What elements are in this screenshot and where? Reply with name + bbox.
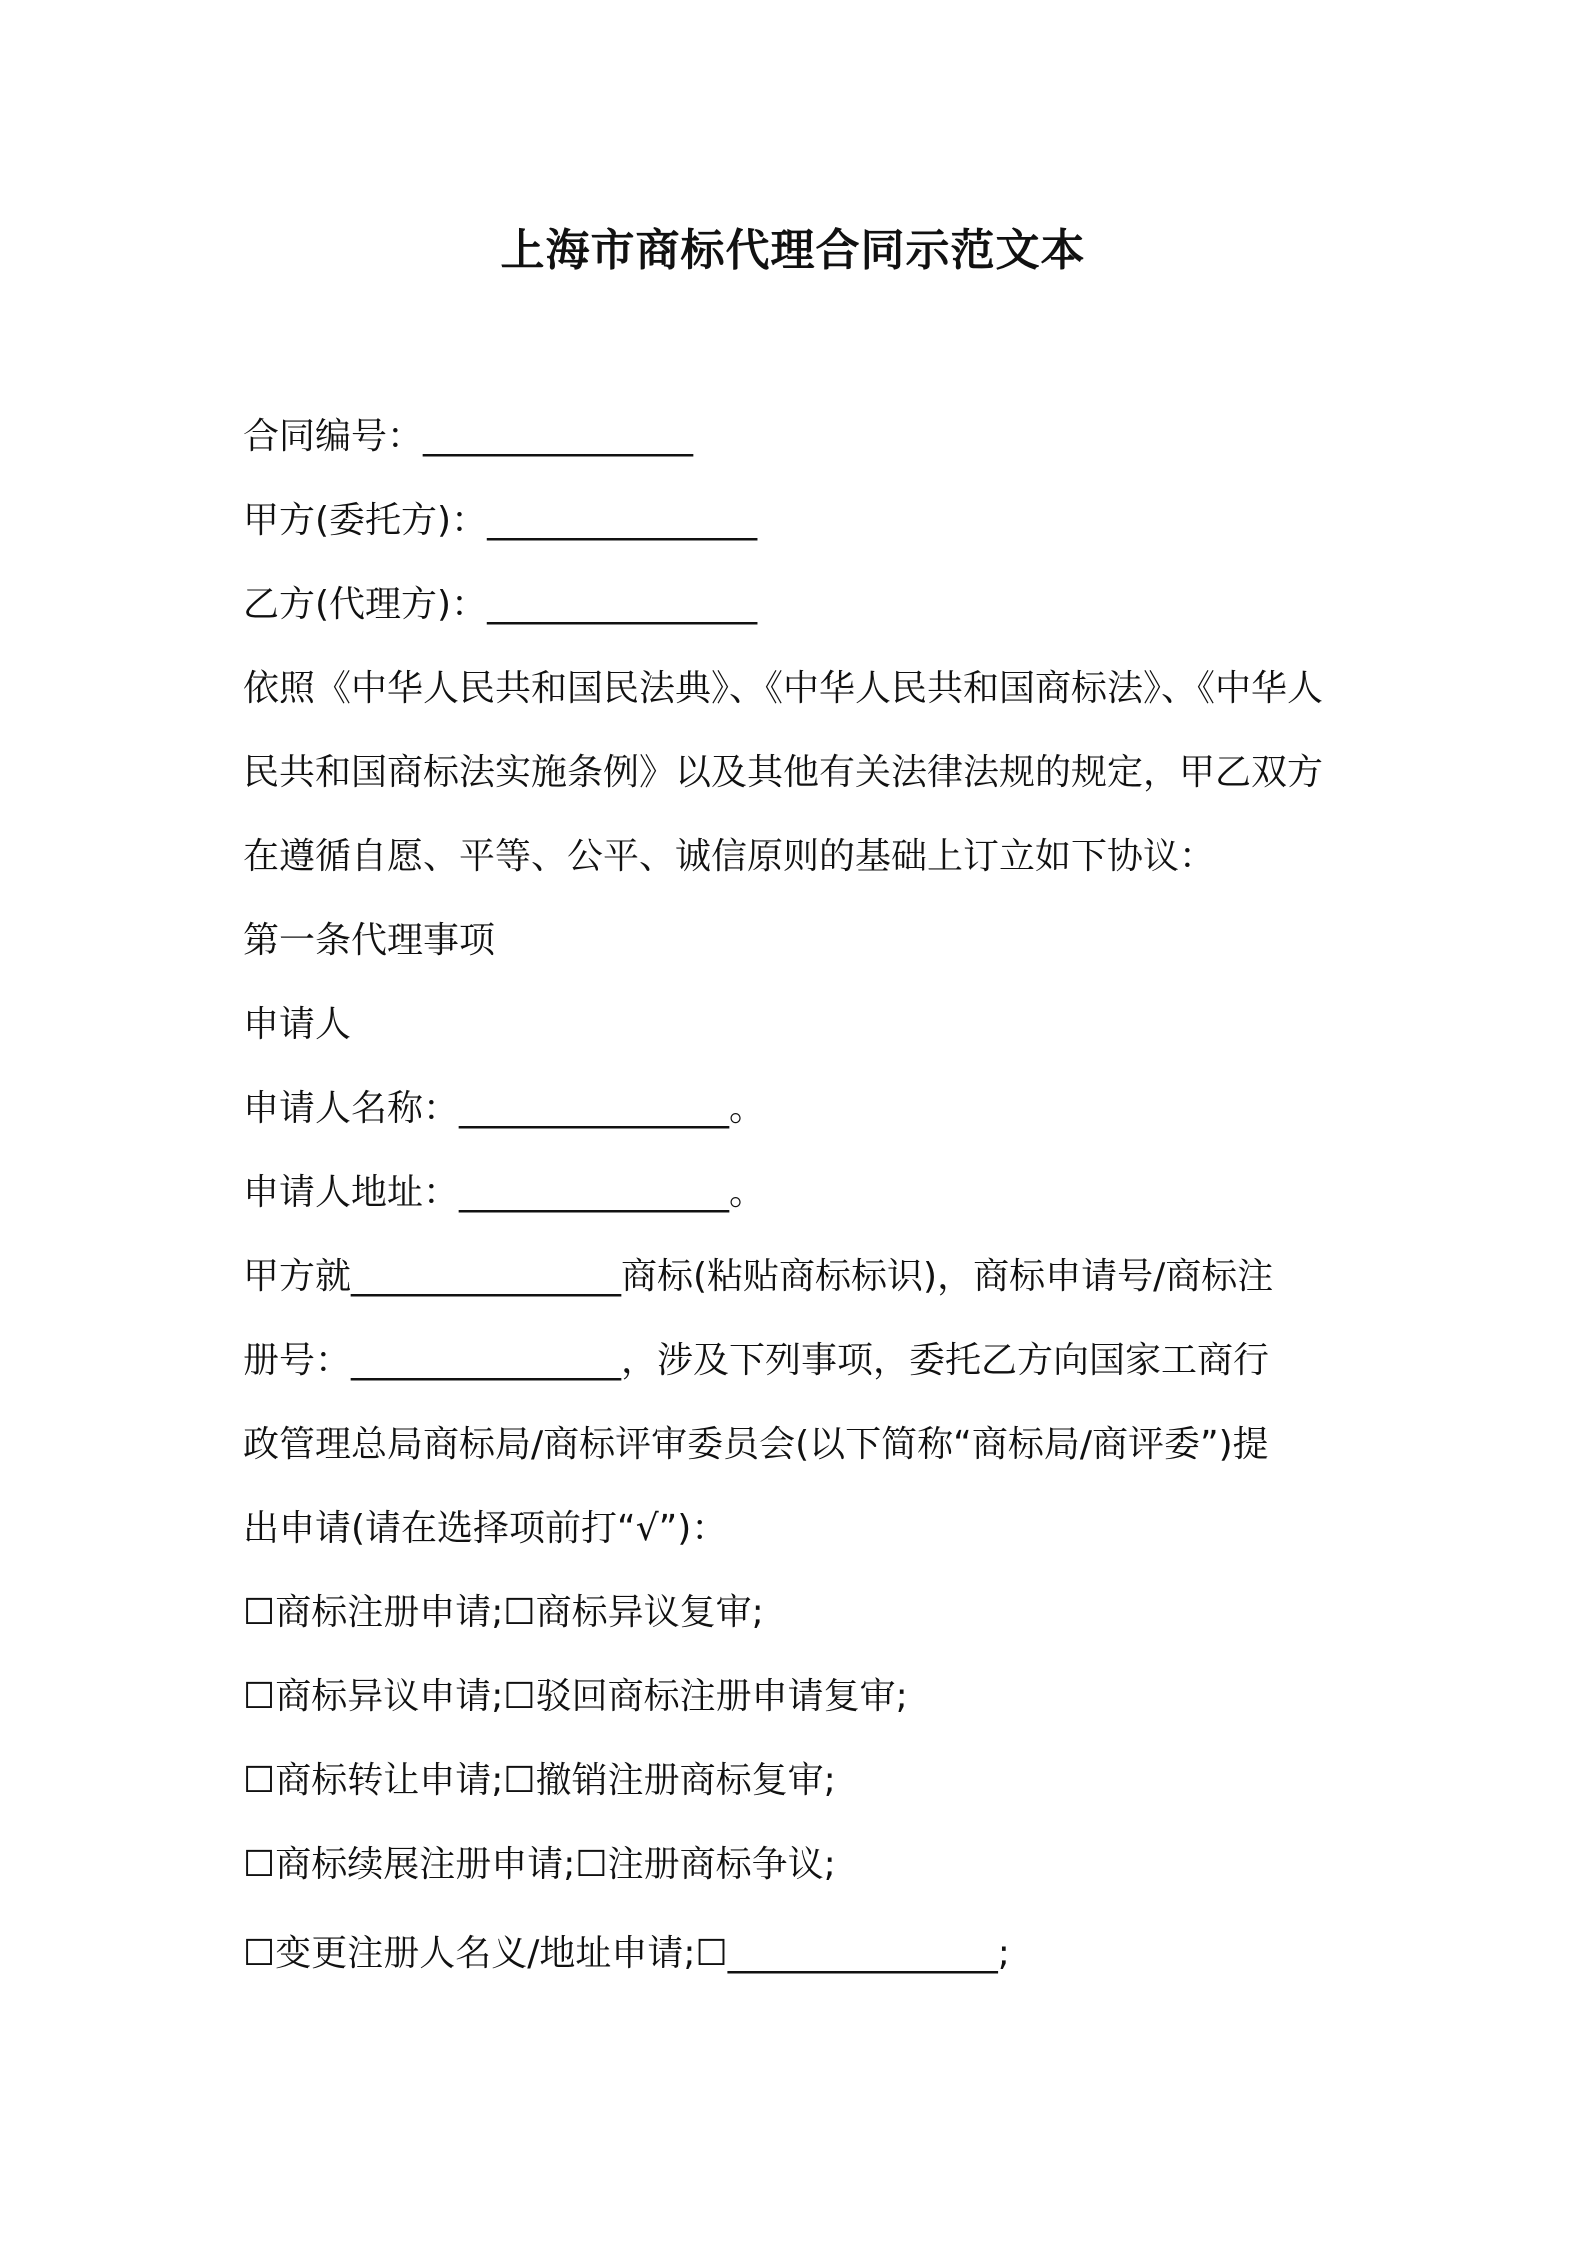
intro-line: 依照《中华人民共和国民法典》、《中华人民共和国商标法》、《中华人 bbox=[243, 668, 1324, 709]
party-b-field: 乙方(代理方)：_______________ bbox=[243, 584, 758, 625]
body-line: 甲方就_______________商标(粘贴商标标识)，商标申请号/商标注 bbox=[243, 1256, 1274, 1297]
intro-line: 民共和国商标法实施条例》以及其他有关法律法规的规定，甲乙双方 bbox=[243, 752, 1324, 793]
applicant-heading: 申请人 bbox=[243, 1004, 352, 1045]
checkbox-line: ☐商标转让申请;☐撤销注册商标复审; bbox=[243, 1760, 836, 1801]
trademark-paragraph bbox=[243, 1235, 1363, 1571]
body-line: 政管理总局商标局/商标评审委员会(以下简称“商标局/商评委”)提 bbox=[243, 1424, 1269, 1465]
section-heading: 第一条代理事项 bbox=[243, 920, 496, 961]
checkbox-line: ☐商标注册申请;☐商标异议复审; bbox=[243, 1592, 764, 1633]
checkbox-line: ☐商标异议申请;☐驳回商标注册申请复审; bbox=[243, 1676, 908, 1717]
contract-number-field: 合同编号：_______________ bbox=[243, 416, 694, 457]
applicant-name-field: 申请人名称：_______________。 bbox=[243, 1088, 766, 1129]
intro-line: 在遵循自愿、平等、公平、诚信原则的基础上订立如下协议： bbox=[243, 836, 1216, 877]
body-line: 出申请(请在选择项前打“√”)： bbox=[243, 1508, 728, 1549]
checkbox-line: ☐商标续展注册申请;☐注册商标争议; bbox=[243, 1844, 836, 1885]
applicant-address-field: 申请人地址：_______________。 bbox=[243, 1172, 766, 1213]
intro-paragraph bbox=[243, 647, 1363, 899]
body-line: 册号：_______________，涉及下列事项，委托乙方向国家工商行 bbox=[243, 1340, 1270, 1381]
party-a-field: 甲方(委托方)：_______________ bbox=[243, 500, 758, 541]
checkbox-line: ☐变更注册人名义/地址申请;☐_______________; bbox=[243, 1933, 1010, 1974]
document-title: 上海市商标代理合同示范文本 bbox=[500, 225, 1086, 276]
